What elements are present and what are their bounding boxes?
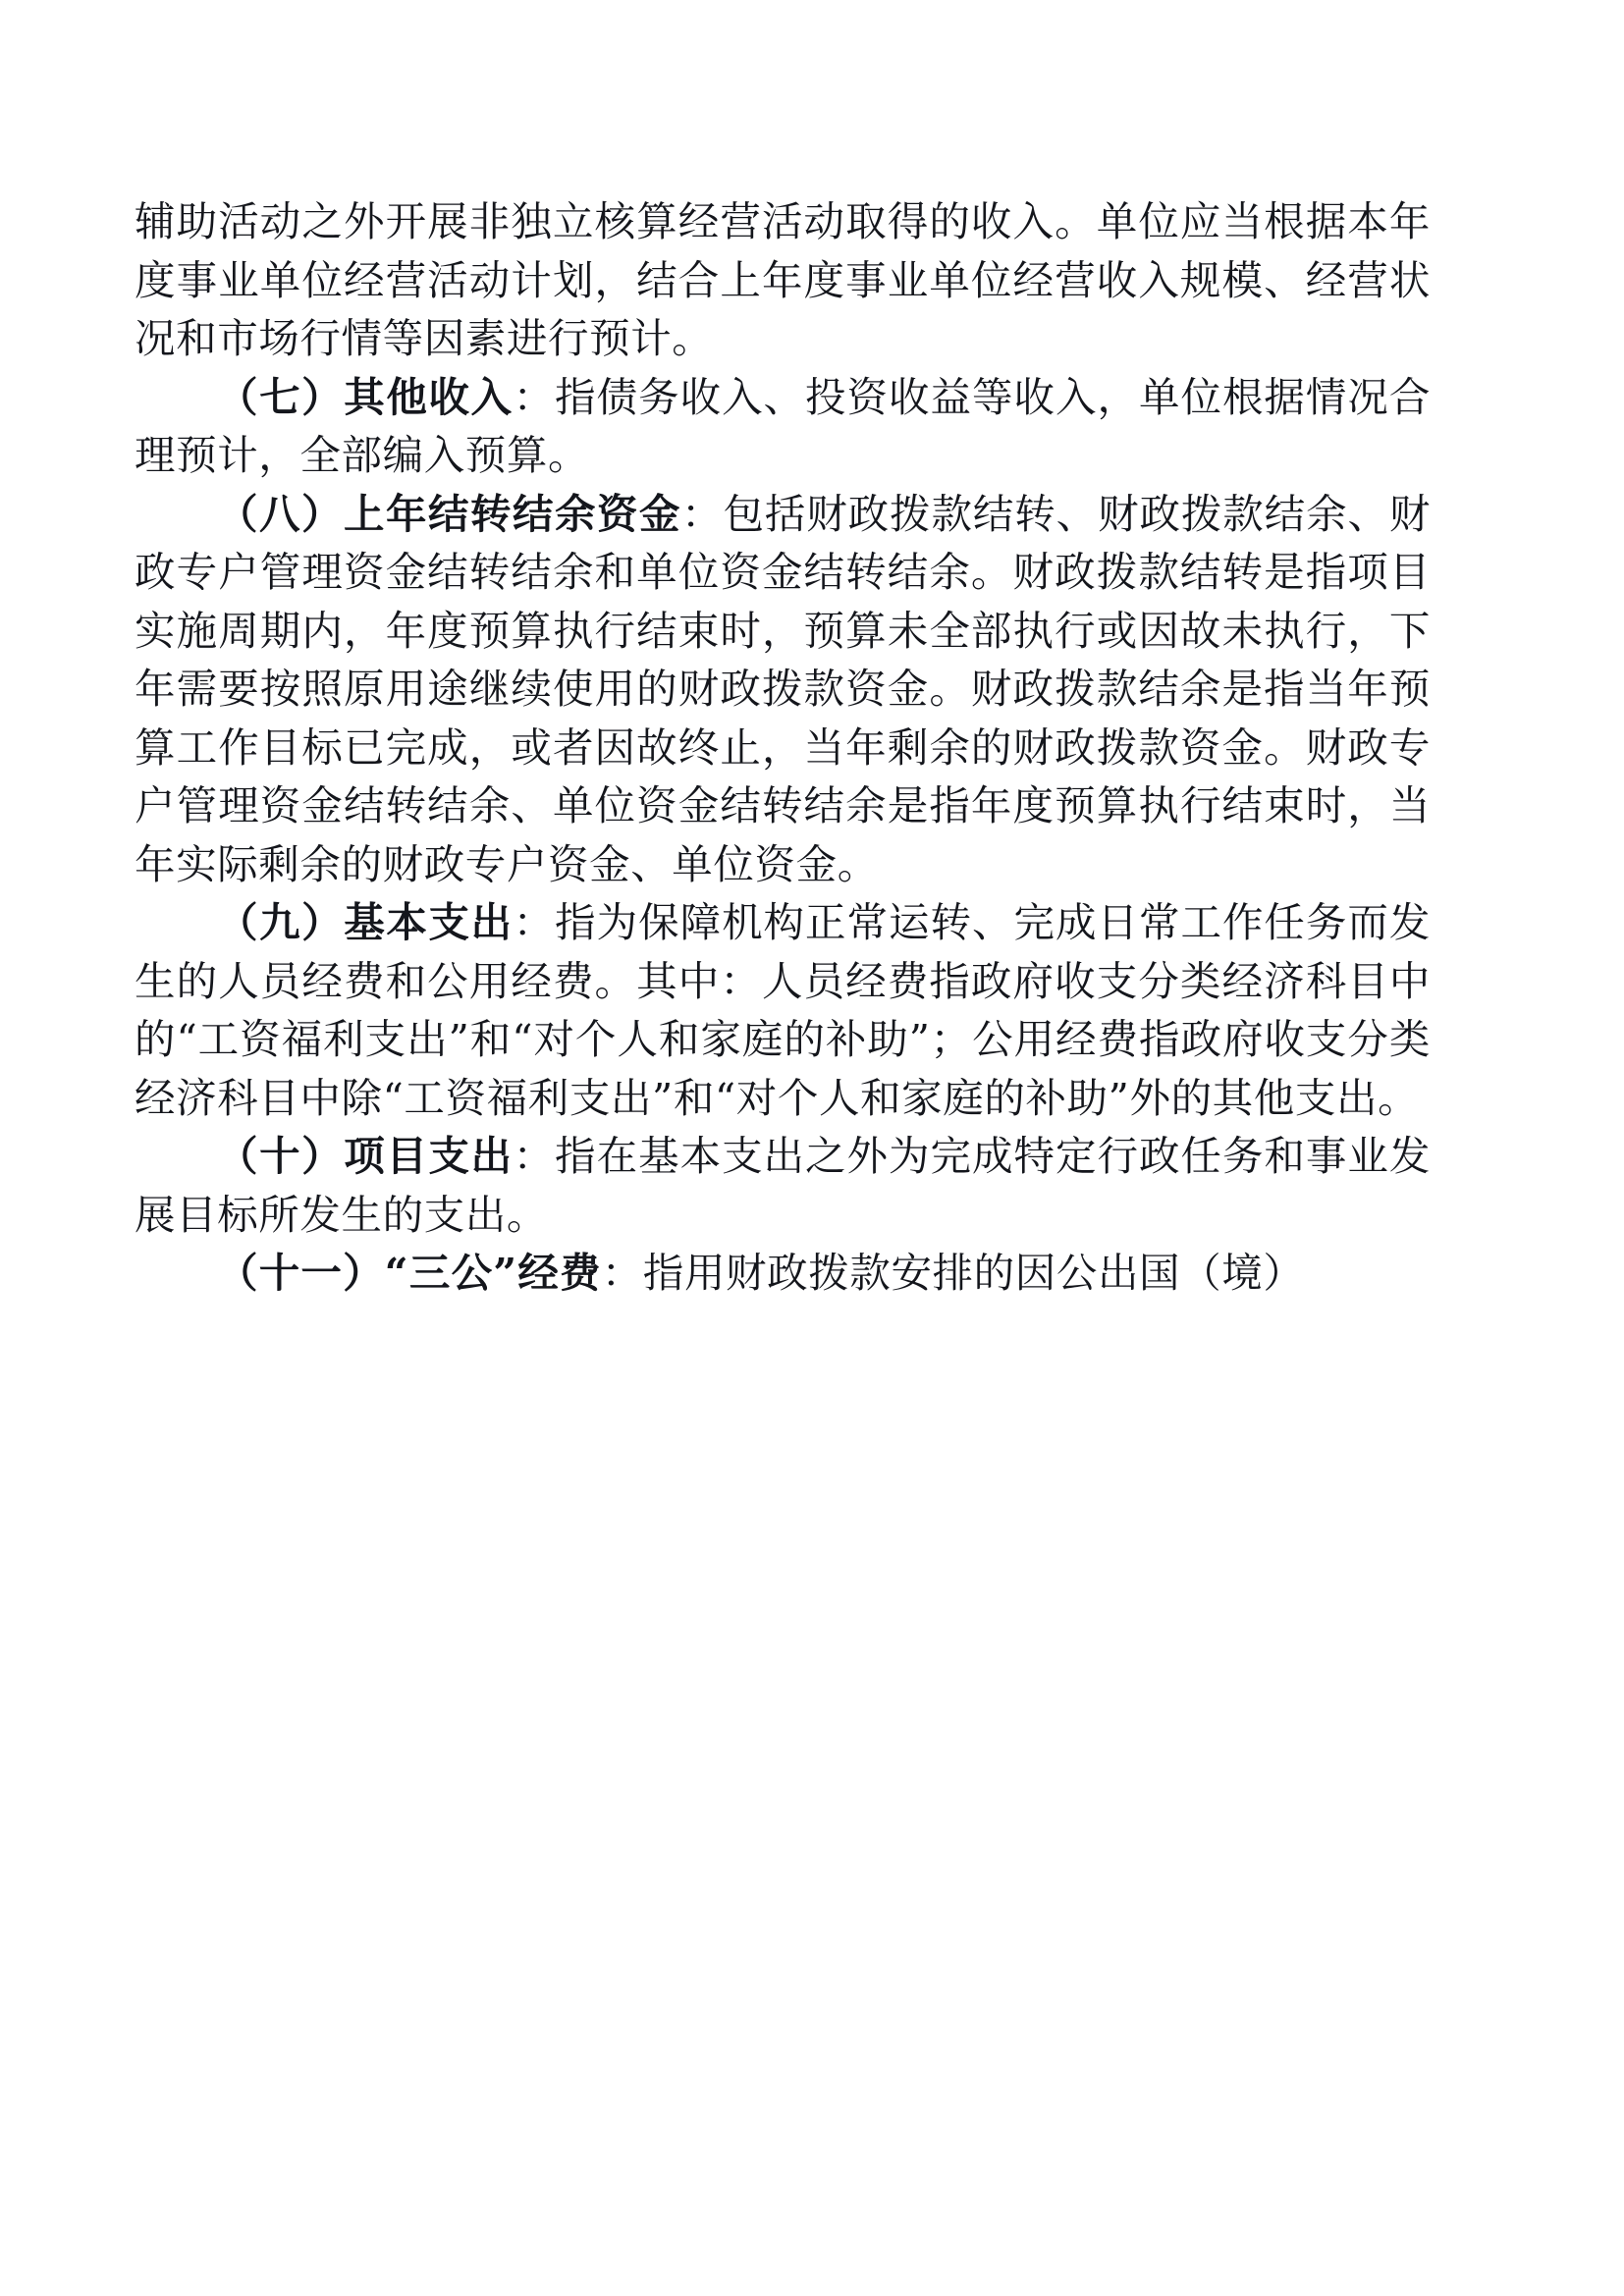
section-label-nine: （九）基本支出 (217, 898, 514, 946)
paragraph-basic-expenditure (135, 893, 1431, 1127)
paragraph-continued-operating-income (135, 192, 1431, 368)
paragraph-text: ：指在基本支出之外为完成特定行政任务和事业发展目标所发生的支出。 (135, 1132, 1431, 1239)
document-body (135, 192, 1431, 1303)
section-label-eight: （八）上年结转结余资金 (217, 489, 682, 538)
paragraph-carryover-funds (135, 485, 1431, 894)
paragraph-text: ：指用财政拨款安排的因公出国（境） (601, 1249, 1305, 1297)
paragraph-project-expenditure (135, 1127, 1431, 1244)
paragraph-three-public-expenses (135, 1244, 1431, 1303)
section-label-eleven: （十一）“三公”经费 (217, 1249, 602, 1297)
paragraph-text: 辅助活动之外开展非独立核算经营活动取得的收入。单位应当根据本年度事业单位经营活动计划，结合上年度事业单位经营收入规模、经营状况和市场行情等因素进行预计。 (135, 197, 1431, 362)
paragraph-text: ：指为保障机构正常运转、完成日常工作任务而发生的人员经费和公用经费。其中：人员经费指政府收支分类经济科目中的“工资福利支出”和“对个人和家庭的补助”；公用经费指政府收支分类经济科目中除“工资福利支出”和“对个人和家庭的补助”外的其他支出。 (135, 898, 1431, 1122)
paragraph-text: ：指债务收入、投资收益等收入，单位根据情况合理预计，全部编入预算。 (135, 372, 1431, 479)
paragraph-other-income (135, 368, 1431, 485)
section-label-seven: （七）其他收入 (217, 372, 514, 421)
paragraph-text: ：包括财政拨款结转、财政拨款结余、财政专户管理资金结转结余和单位资金结转结余。财政拨款结转是指项目实施周期内，年度预算执行结束时，预算未全部执行或因故未执行，下年需要按照原用途继续使用的财政拨款资金。财政拨款结余是指当年预算工作目标已完成，或者因故终止，当年剩余的财政拨款资金。财政专户管理资金结转结余、单位资金结转结余是指年度预算执行结束时，当年实际剩余的财政专户资金、单位资金。 (135, 489, 1431, 888)
section-label-ten: （十）项目支出 (217, 1132, 514, 1180)
